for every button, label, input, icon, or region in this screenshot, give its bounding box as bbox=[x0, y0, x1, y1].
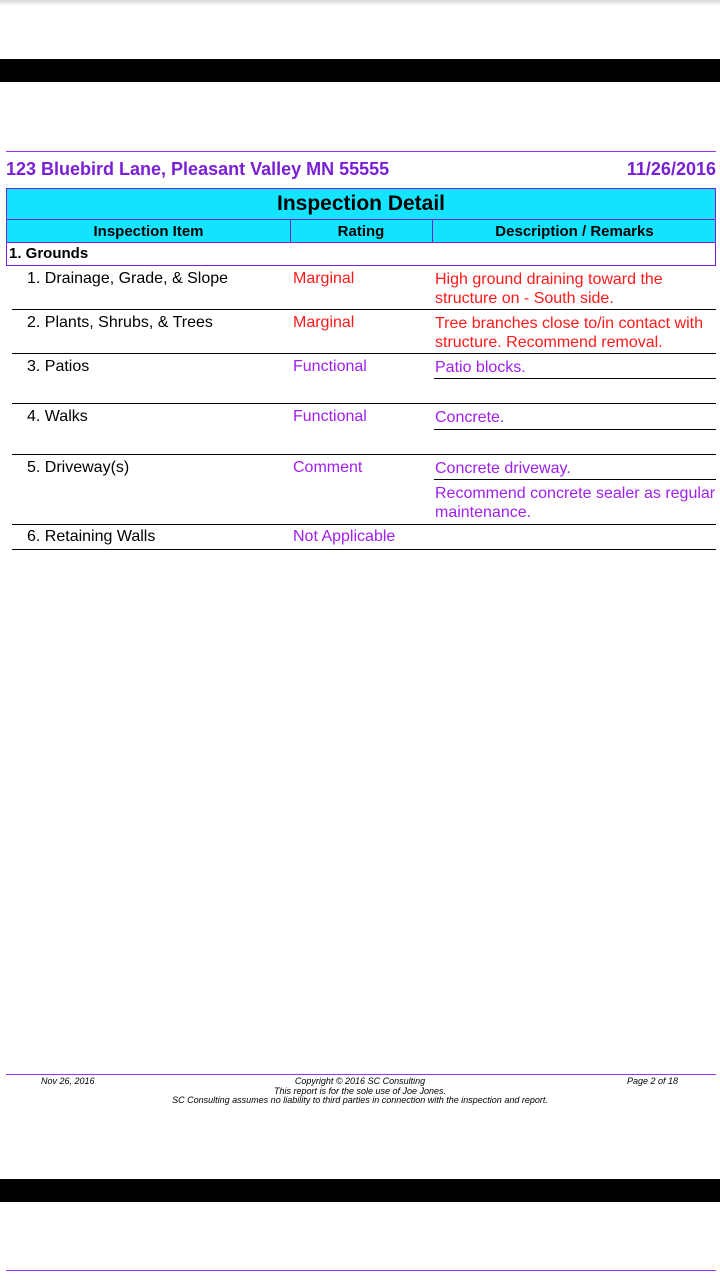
row-description: Patio blocks. bbox=[435, 359, 526, 376]
col-header-item: Inspection Item bbox=[93, 223, 204, 240]
table-row bbox=[12, 354, 716, 404]
row-description: Concrete. bbox=[435, 409, 505, 426]
row-rating: Not Applicable bbox=[293, 528, 396, 545]
page-gap-bar-bottom bbox=[0, 1179, 720, 1202]
header-rule bbox=[6, 151, 716, 152]
row-rating: Marginal bbox=[293, 314, 355, 331]
col-header-description: Description / Remarks bbox=[495, 223, 654, 240]
table-row bbox=[12, 455, 716, 525]
row-item: 5. Driveway(s) bbox=[27, 459, 130, 476]
row-rating: Functional bbox=[293, 358, 367, 375]
row-item: 6. Retaining Walls bbox=[27, 528, 156, 545]
footer-rule bbox=[6, 1074, 716, 1075]
table-title: Inspection Detail bbox=[276, 192, 446, 215]
top-shadow bbox=[0, 0, 720, 6]
footer-date: Nov 26, 2016 bbox=[41, 1076, 95, 1086]
description-underline bbox=[434, 429, 716, 430]
row-item: 2. Plants, Shrubs, & Trees bbox=[27, 314, 213, 331]
table-title-bar bbox=[6, 188, 716, 219]
row-rating: Functional bbox=[293, 408, 367, 425]
row-description-extra: Recommend concrete sealer as regular maintenance. bbox=[435, 485, 716, 521]
table-row bbox=[12, 404, 716, 455]
col-header-rating: Rating bbox=[337, 223, 385, 240]
report-page bbox=[0, 82, 720, 1179]
section-heading bbox=[6, 243, 716, 266]
row-description: High ground draining toward the structure on - South side. bbox=[435, 271, 663, 307]
report-date: 11/26/2016 bbox=[626, 159, 716, 179]
row-description: Concrete driveway. bbox=[435, 460, 571, 477]
table-row bbox=[12, 310, 716, 354]
description-underline bbox=[434, 479, 716, 480]
row-item: 1. Drainage, Grade, & Slope bbox=[27, 270, 229, 287]
footer-page-number: Page 2 of 18 bbox=[627, 1076, 679, 1086]
table-row bbox=[12, 266, 716, 310]
footer-sole-use: This report is for the sole use of Joe Jones. bbox=[273, 1086, 447, 1096]
row-rating: Marginal bbox=[293, 270, 355, 287]
footer-copyright: Copyright © 2016 SC Consulting bbox=[294, 1076, 426, 1086]
row-item: 4. Walks bbox=[27, 408, 88, 425]
page-gap-bar-top bbox=[0, 59, 720, 82]
description-underline bbox=[434, 378, 716, 379]
section-title: 1. Grounds bbox=[9, 245, 89, 262]
column-header-row bbox=[6, 219, 716, 243]
footer-liability: SC Consulting assumes no liability to third parties in connection with the inspection and report. bbox=[172, 1095, 548, 1105]
row-rating: Comment bbox=[293, 459, 363, 476]
table-row bbox=[12, 525, 716, 550]
property-address: 123 Bluebird Lane, Pleasant Valley MN 55555 bbox=[6, 159, 390, 179]
row-item: 3. Patios bbox=[27, 358, 90, 375]
next-page-header-rule bbox=[6, 1270, 716, 1271]
row-description: Tree branches close to/in contact with structure. Recommend removal. bbox=[435, 315, 703, 351]
